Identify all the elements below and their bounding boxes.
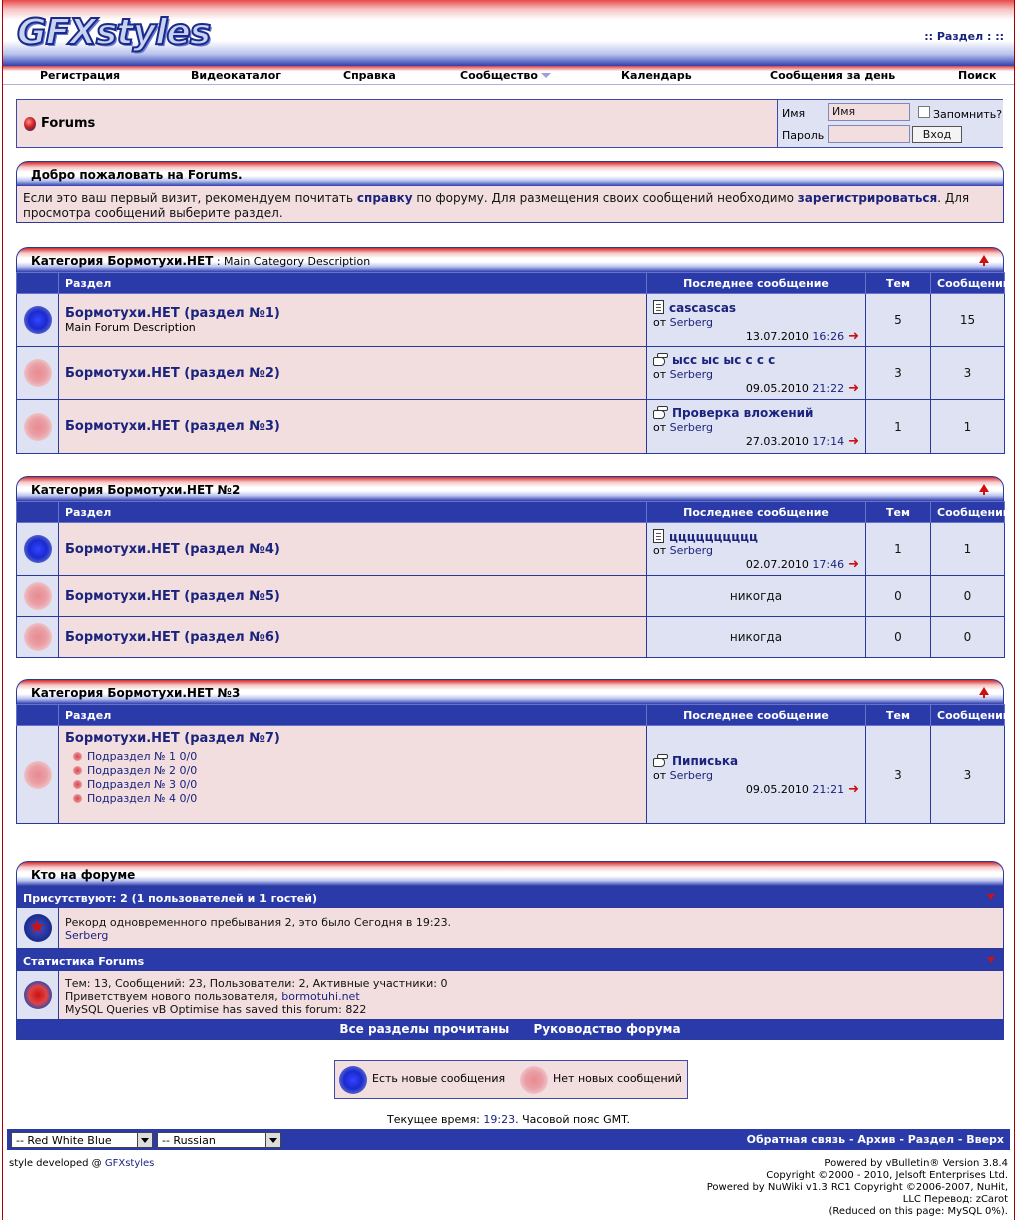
header-breadcrumb[interactable]: :: Раздел : :: [924,30,1004,43]
col-posts-header: Сообщений [931,705,1005,726]
stats-line: Тем: 13, Сообщений: 23, Пользователи: 2, Активные участники: 0 [65,977,448,990]
col-last-post-header: Последнее сообщение [647,502,866,523]
nav-community-label: Сообщество [460,69,538,82]
nav-help[interactable]: Справка [343,69,396,82]
online-record-text [59,908,457,948]
col-icon-header [17,273,59,294]
go-to-post-icon[interactable]: ➜ [848,782,859,797]
forum-footer-links [16,1020,1004,1040]
go-to-post-icon[interactable]: ➜ [848,381,859,396]
forum-status-cell [17,726,59,824]
collapse-icon[interactable] [979,484,989,492]
username-input[interactable]: Имя [828,103,910,121]
forum-link[interactable]: Бормотухи.НЕТ (раздел №4) [65,541,280,557]
forum-row [17,294,1005,347]
col-forum-header: Раздел [59,502,647,523]
last-post-by: от [653,769,670,782]
forum-description: Main Forum Description [65,321,196,334]
category-header [16,476,1004,501]
last-post-by: от [653,544,670,557]
current-time-value: 19:23 [483,1113,516,1126]
last-post-title[interactable]: Проверка вложений [672,406,814,420]
no-new-posts-icon [24,623,52,651]
last-post-time: 17:14 [812,435,845,448]
forum-cell [59,523,647,576]
nav-todays-posts[interactable]: Сообщения за день [770,69,896,82]
language-select[interactable] [157,1132,281,1148]
forum-cell [59,576,647,617]
collapse-icon[interactable] [987,957,995,963]
last-post-cell [647,400,866,454]
page-frame [2,0,1015,1220]
copyright-block [707,1158,1008,1218]
forum-link[interactable]: Бормотухи.НЕТ (раздел №2) [65,365,280,381]
table-header-row [17,273,1005,294]
forum-status-cell [17,400,59,454]
col-posts-header: Сообщений [931,502,1005,523]
copyright-line: Copyright ©2000 - 2010, Jelsoft Enterprises Ltd. [766,1170,1008,1181]
last-post-title[interactable]: Пиписька [672,754,739,768]
category-panel-1 [16,247,1011,454]
category-title-text: Категория Бормотухи.НЕТ [31,254,214,268]
forum-link[interactable]: Бормотухи.НЕТ (раздел №3) [65,419,280,434]
collapse-icon[interactable] [979,687,989,695]
whos-online-panel [16,861,1004,1040]
col-last-post-header: Последнее сообщение [647,273,866,294]
last-post-title[interactable]: цццццццццц [669,530,758,544]
thumb-icon [653,754,667,766]
last-post-title[interactable]: ысс ыс ыс с с с [672,353,776,367]
category-title[interactable]: Категория Бормотухи.НЕТ №2 [31,483,241,497]
username-label: Имя [782,107,806,120]
last-post-by: от [653,316,670,329]
chevron-down-icon[interactable] [137,1133,152,1147]
last-post-by: от [653,368,670,381]
gfxstyles-link[interactable]: GFXstyles [104,1158,155,1169]
forum-table [16,272,1011,454]
welcome-text-2: по форуму. Для размещения своих сообщений необходимо [412,191,798,205]
help-link[interactable]: справку [356,191,413,205]
table-header-row [17,705,1005,726]
forum-guide-link[interactable]: Руководство форума [533,1022,681,1036]
style-select-value: -- Red White Blue [16,1134,112,1147]
forum-status-cell [17,347,59,400]
posts-count: 3 [931,347,1005,400]
subforum-link[interactable] [73,778,640,792]
forum-status-cell [17,294,59,347]
stats-header[interactable] [16,949,1004,971]
last-post-never: никогда [647,576,866,617]
posts-count: 0 [931,576,1005,617]
last-post-cell [647,294,866,347]
stats-icon-cell [17,971,59,1019]
subforum-bullet-icon [73,752,82,761]
document-icon [653,529,664,543]
forum-table [16,704,1011,824]
queries-line: MySQL Queries vB Optimise has saved this forum: 822 [65,1003,367,1016]
last-post-cell [647,347,866,400]
forum-row [17,347,1005,400]
new-posts-icon [339,1066,367,1094]
subforum-label: Подраздел № 3 0/0 [87,778,198,791]
forum-link[interactable]: Бормотухи.НЕТ (раздел №5) [65,588,280,604]
current-time [3,1113,1014,1126]
chevron-down-icon [541,73,551,78]
language-select-value: -- Russian [162,1134,216,1147]
welcome-title: Добро пожаловать на Forums. [31,168,243,182]
nav-register[interactable]: Регистрация [40,69,121,82]
welcome-text-1: Если это ваш первый визит, рекомендуем почитать [23,191,357,205]
threads-count: 0 [866,617,931,658]
forum-cell [59,726,647,824]
document-icon [653,300,664,314]
threads-count: 3 [866,347,931,400]
no-new-posts-icon [24,761,52,789]
forum-table [16,501,1011,658]
subforum-link[interactable] [73,792,640,806]
forum-row [17,400,1005,454]
welcome-panel [16,161,1004,223]
nav-calendar[interactable]: Календарь [621,69,692,82]
category-title[interactable]: Категория Бормотухи.НЕТ №3 [31,686,241,700]
col-threads-header: Тем [866,502,931,523]
legend-old-label: Нет новых сообщений [553,1072,682,1085]
subforum-link[interactable] [73,750,640,764]
col-threads-header: Тем [866,273,931,294]
nav-community[interactable] [460,69,551,82]
last-post-title[interactable]: cascascas [669,301,737,315]
subforum-label: Подраздел № 4 0/0 [87,792,198,805]
col-forum-header: Раздел [59,273,647,294]
register-link[interactable]: зарегистрироваться [797,191,938,205]
go-to-post-icon[interactable]: ➜ [848,557,859,572]
category-header [16,679,1004,704]
subforum-label: Подраздел № 2 0/0 [87,764,198,777]
stats-title[interactable]: Статистика Forums [23,955,145,968]
col-threads-header: Тем [866,705,931,726]
style-credit [9,1158,154,1169]
online-users-header[interactable] [16,886,1004,908]
welcome-body [16,186,1004,223]
header [3,0,1014,66]
footer-bar [7,1129,1010,1150]
copyright-line: (Reduced on this page: MySQL 0%). [828,1206,1008,1217]
threads-count: 1 [866,523,931,576]
last-post-date: 02.07.2010 [745,558,809,571]
last-post-time: 21:21 [812,783,845,796]
go-to-post-icon[interactable]: ➜ [848,434,859,449]
category-header [16,247,1004,272]
forum-status-cell [17,576,59,617]
no-new-posts-icon [520,1066,548,1094]
last-post-cell [647,523,866,576]
col-forum-header: Раздел [59,705,647,726]
legend-new-label: Есть новые сообщения [372,1072,506,1085]
whos-online-title: Кто на форуме [31,868,136,882]
last-post-by: от [653,421,670,434]
stats-icon [24,981,52,1009]
copyright-line: LLC Перевод: zCarot [902,1194,1008,1205]
current-time-prefix: Текущее время: [386,1113,484,1126]
last-post-date: 13.07.2010 [745,330,809,343]
last-post-user[interactable]: Serberg [669,316,713,329]
posts-count: 1 [931,400,1005,454]
remember-label: Запомнить? [933,108,1003,121]
forum-row [17,523,1005,576]
category-panel-2 [16,476,1011,658]
icon-legend [334,1060,688,1099]
subforum-link[interactable] [73,764,640,778]
nav-video-catalog[interactable]: Видеокаталог [191,69,282,82]
forum-row [17,617,1005,658]
stats-text [59,971,453,1019]
forum-home-icon [24,117,36,131]
forum-title-box [16,99,1003,148]
threads-count: 5 [866,294,931,347]
forum-row [17,726,1005,824]
new-posts-icon [24,535,52,563]
last-post-date: 27.03.2010 [745,435,809,448]
last-post-user[interactable]: Serberg [669,769,713,782]
footer-links[interactable]: Обратная связь - Архив - Раздел - Вверх [746,1133,1004,1146]
no-new-posts-icon [24,413,52,441]
last-post-date: 09.05.2010 [745,783,809,796]
forum-link[interactable]: Бормотухи.НЕТ (раздел №7) [65,731,280,746]
category-title[interactable] [31,254,370,268]
forum-link[interactable]: Бормотухи.НЕТ (раздел №6) [65,629,280,645]
threads-count: 0 [866,576,931,617]
style-select[interactable] [11,1132,153,1148]
forum-cell [59,294,647,347]
last-post-time: 16:26 [812,330,845,343]
star-icon [24,914,52,942]
last-post-never: никогда [647,617,866,658]
record-line: Рекорд одновременного пребывания 2, это было Сегодня в 19:23. [65,916,452,929]
forum-cell [59,347,647,400]
subforum-bullet-icon [73,794,82,803]
col-icon-header [17,502,59,523]
login-button[interactable]: Вход [912,126,962,143]
go-to-post-icon[interactable]: ➜ [848,329,859,344]
stats-row [16,971,1004,1020]
online-icon-cell [17,908,59,948]
threads-count: 3 [866,726,931,824]
forum-cell [59,400,647,454]
chevron-down-icon[interactable] [265,1133,280,1147]
thumb-icon [653,353,667,365]
last-post-user[interactable]: Serberg [669,368,713,381]
newest-user-prefix: Приветствуем нового пользователя, [65,990,282,1003]
no-new-posts-icon [24,359,52,387]
online-users-count[interactable]: Присутствуют: 2 (1 пользователей и 1 гостей) [23,892,317,905]
subforum-bullet-icon [73,780,82,789]
category-panel-3 [16,679,1011,824]
nav-search[interactable]: Поиск [958,69,997,82]
forum-status-cell [17,523,59,576]
last-post-cell [647,726,866,824]
style-credit-prefix: style developed @ [9,1158,105,1169]
category-description: : Main Category Description [213,255,371,268]
newest-user-link[interactable]: bormotuhi.net [281,990,360,1003]
forum-cell [59,617,647,658]
forum-row [17,576,1005,617]
last-post-time: 17:46 [812,558,845,571]
col-posts-header: Сообщений [931,273,1005,294]
last-post-date: 09.05.2010 [745,382,809,395]
posts-count: 3 [931,726,1005,824]
remember-checkbox[interactable] [918,106,930,118]
password-label: Пароль [782,129,825,142]
online-user-link[interactable]: Serberg [65,929,109,942]
login-form [777,100,1003,147]
posts-count: 15 [931,294,1005,347]
copyright-line: Powered by NuWiki v1.3 RC1 Copyright ©2006-2007, NuHit, [706,1182,1008,1193]
password-input[interactable] [828,125,910,143]
subforum-label: Подраздел № 1 0/0 [87,750,198,763]
last-post-user[interactable]: Serberg [669,544,713,557]
subforum-bullet-icon [73,766,82,775]
posts-count: 1 [931,523,1005,576]
welcome-text-3: . Для просмотра сообщений выберите раздел. [23,191,970,220]
forum-status-cell [17,617,59,658]
col-last-post-header: Последнее сообщение [647,705,866,726]
last-post-time: 21:22 [812,382,845,395]
collapse-icon[interactable] [987,894,995,900]
copyright-line: Powered by vBulletin® Version 3.8.4 [824,1158,1008,1169]
collapse-icon[interactable] [979,255,989,263]
no-new-posts-icon [24,582,52,610]
timezone-label: . Часовой пояс GMT. [515,1113,630,1126]
page-title: Forums [41,116,96,131]
col-icon-header [17,705,59,726]
table-header-row [17,502,1005,523]
new-posts-icon [24,306,52,334]
posts-count: 0 [931,617,1005,658]
last-post-user[interactable]: Serberg [669,421,713,434]
site-logo[interactable]: GFXstyles [17,12,211,53]
online-users-row [16,908,1004,949]
thumb-icon [653,406,667,418]
welcome-header [16,161,1004,186]
threads-count: 1 [866,400,931,454]
forum-link[interactable]: Бормотухи.НЕТ (раздел №1) [65,306,280,321]
whos-online-header [16,861,1004,886]
mark-all-read-link[interactable]: Все разделы прочитаны [339,1022,510,1036]
main-navbar [3,66,1014,85]
